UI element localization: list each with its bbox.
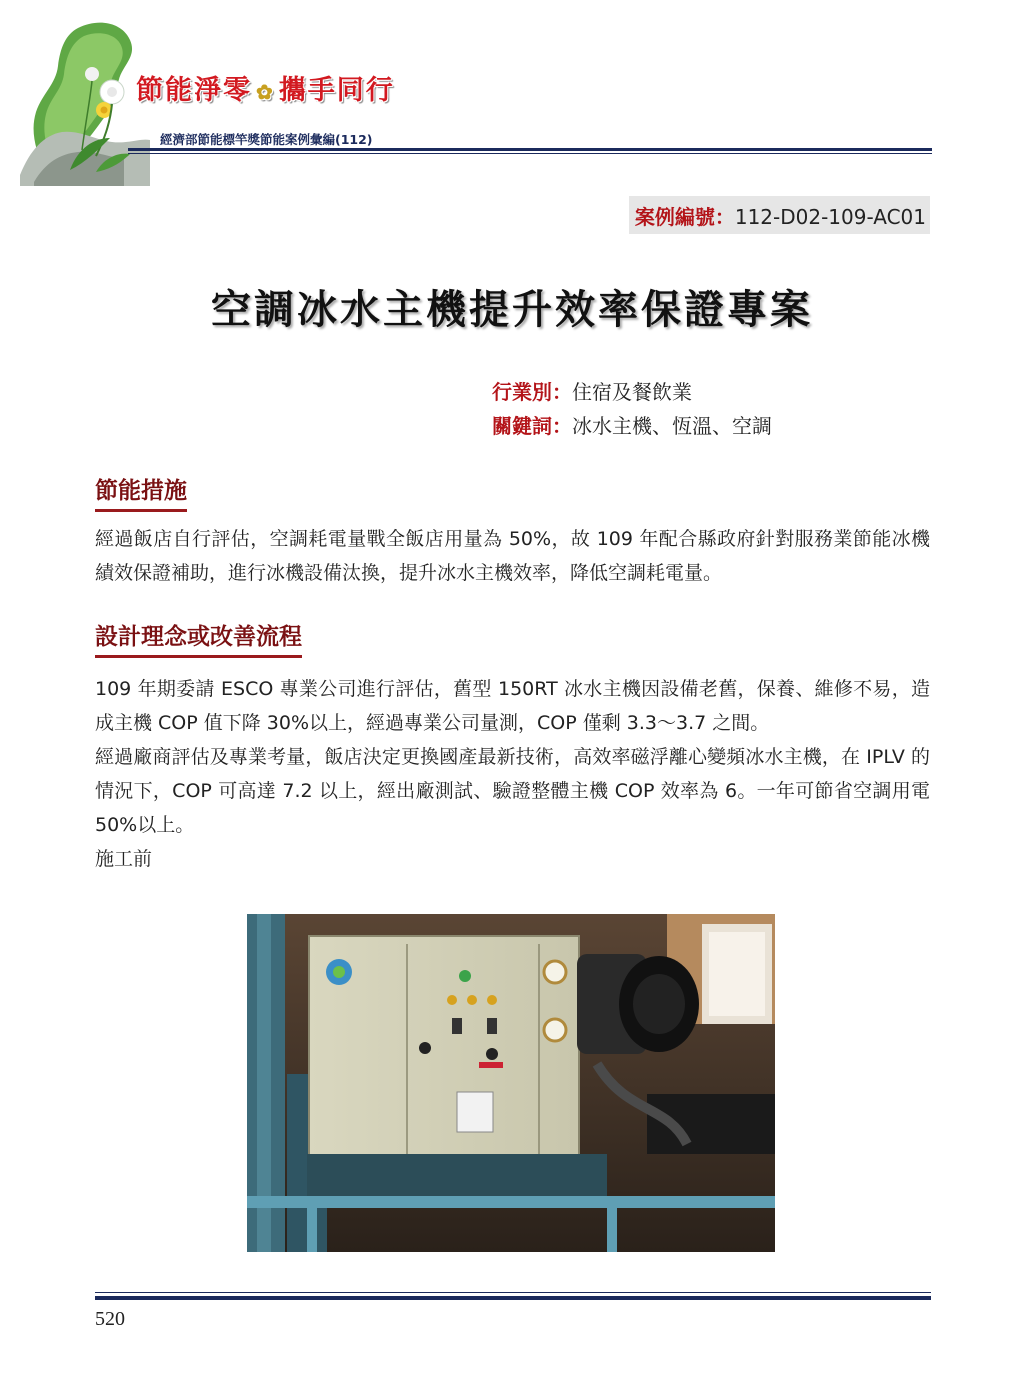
industry-line: [492, 376, 692, 405]
chiller-photo-illustration: [247, 914, 775, 1252]
design-paragraph-1: 109 年期委請 ESCO 專業公司進行評估，舊型 150RT 冰水主機因設備老舊，保養、維修不易，造成主機 COP 值下降 30%以上，經過專業公司量測，COP 僅剩 3.3～3.7 之間。: [95, 678, 930, 734]
case-number-box: [629, 196, 930, 234]
header-rule-thick: [128, 148, 932, 151]
design-paragraph-2: 經過廠商評估及專業考量，飯店決定更換國產最新技術，高效率磁浮離心變頻冰水主機，在 IPLV 的情況下，COP 可高達 7.2 以上，經出廠測試、驗證整體主機 COP 效率為 6。一年可節省空調用電 50%以上。: [95, 746, 930, 836]
page-number: 520: [95, 1308, 125, 1330]
header-banner: [0, 0, 1024, 200]
header-rule-thin: [128, 153, 932, 154]
footer-rule-thin: [95, 1292, 931, 1293]
measures-paragraph: 經過飯店自行評估，空調耗電量戰全飯店用量為 50%，故 109 年配合縣政府針對服務業節能冰機績效保證補助，進行冰機設備汰換，提升冰水主機效率，降低空調耗電量。: [95, 528, 930, 584]
slogan: [136, 68, 395, 107]
keywords-line: [492, 410, 772, 439]
publication-subtitle: 經濟部節能標竿獎節能案例彙編(112): [160, 132, 373, 147]
keywords-value: 冰水主機、恆溫、空調: [572, 414, 772, 438]
industry-value: 住宿及餐飲業: [572, 380, 692, 404]
flower-bullet-icon: ✿: [256, 80, 275, 104]
design-body: [95, 672, 930, 876]
section-heading-measures: 節能措施: [95, 472, 187, 512]
industry-label: 行業別：: [492, 380, 572, 404]
case-number-value: 112-D02-109-AC01: [734, 205, 926, 229]
page-title: 空調冰水主機提升效率保證專案: [211, 287, 813, 333]
case-number-label: 案例編號：: [634, 205, 735, 229]
photo-caption: 施工前: [95, 848, 153, 870]
slogan-left: 節能淨零: [136, 75, 252, 106]
footer-rule-thick: [95, 1296, 931, 1300]
chiller-photo: [247, 914, 775, 1252]
keywords-label: 關鍵詞：: [492, 414, 572, 438]
slogan-right: 攜手同行: [278, 75, 395, 106]
section-heading-design: 設計理念或改善流程: [95, 618, 302, 658]
